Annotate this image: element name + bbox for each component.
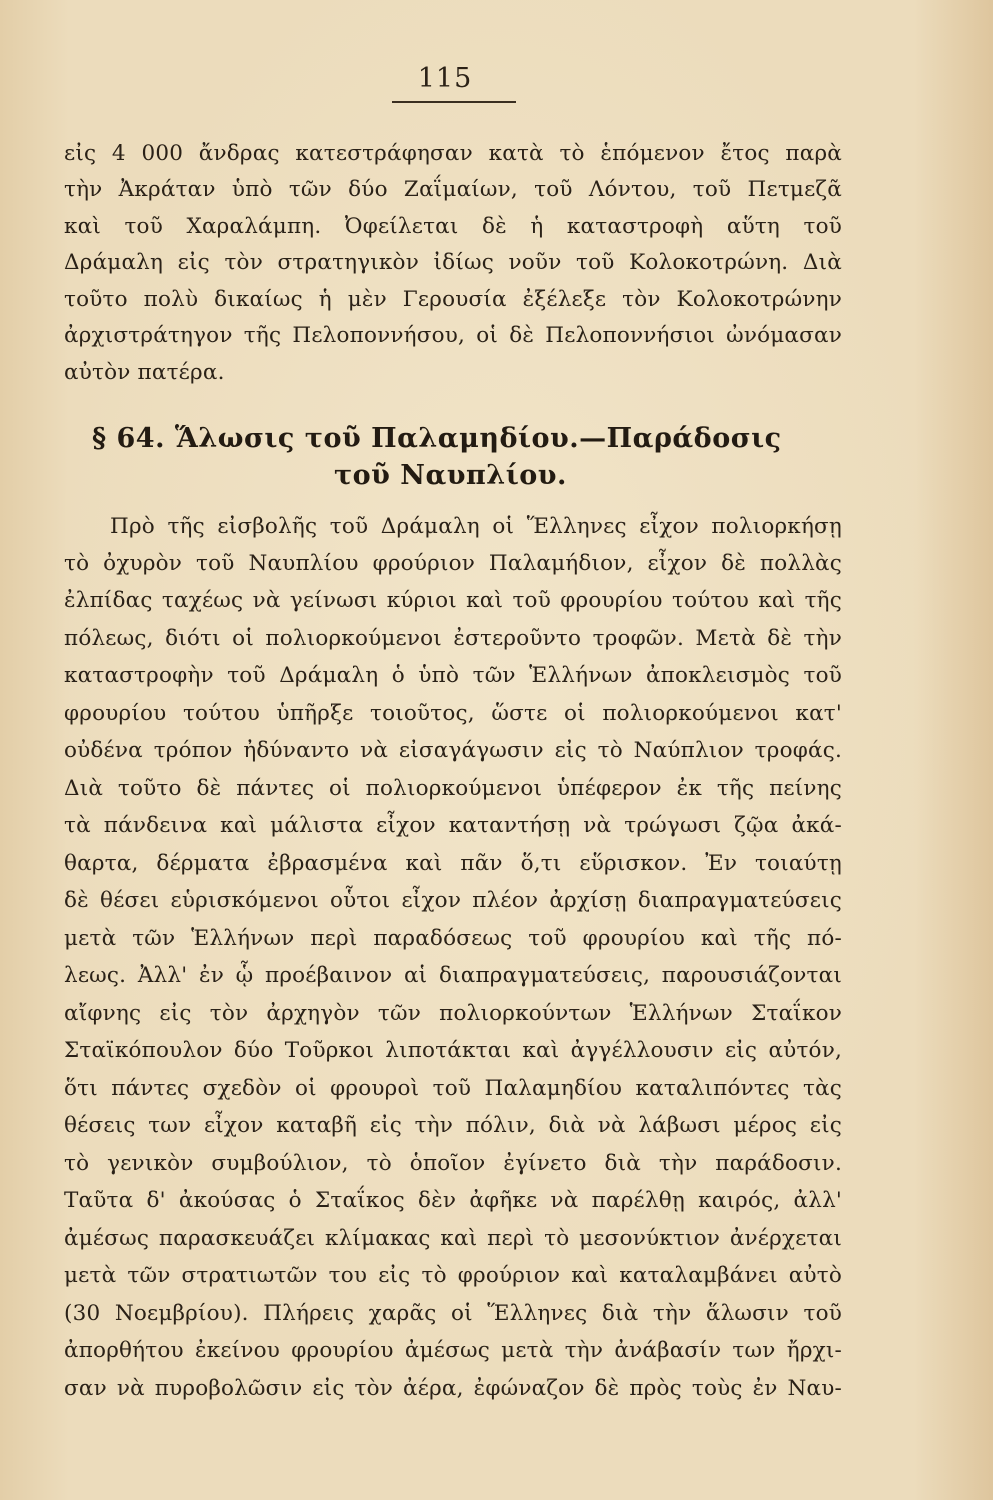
paragraph-line: αἴφνης εἰς τὸν ἀρχηγὸν τῶν πολιορκούντων Ἑλλήνων Σταΐκον bbox=[64, 1001, 842, 1026]
paragraph-line: καταστροφὴν τοῦ Δράμαλη ὁ ὑπὸ τῶν Ἑλλήνων ἀποκλεισμὸς τοῦ bbox=[64, 663, 842, 688]
paragraph-line: δὲ θέσει εὑρισκόμενοι οὗτοι εἶχον πλέον ἀρχίσῃ διαπραγματεύσεις bbox=[64, 888, 842, 913]
paragraph-line: ἐλπίδας ταχέως νὰ γείνωσι κύριοι καὶ τοῦ φρουρίου τούτου καὶ τῆς bbox=[64, 588, 842, 613]
paragraph-line: τὸ γενικὸν συμβούλιον, τὸ ὁποῖον ἐγίνετο διὰ τὴν παράδοσιν. bbox=[64, 1151, 842, 1176]
paragraph-line: ἀρχιστράτηγον τῆς Πελοποννήσου, οἱ δὲ Πελοποννήσιοι ὠνόμασαν bbox=[64, 323, 842, 348]
paragraph-line: τὰ πάνδεινα καὶ μάλιστα εἶχον καταντήσῃ νὰ τρώγωσι ζῷα ἀκά- bbox=[64, 813, 842, 838]
paragraph-line: λεως. Ἀλλ' ἐν ᾧ προέβαινον αἱ διαπραγματεύσεις, παρουσιάζονται bbox=[64, 963, 842, 988]
paragraph-line: πόλεως, διότι οἱ πολιορκούμενοι ἐστεροῦντο τροφῶν. Μετὰ δὲ τὴν bbox=[64, 626, 842, 651]
paragraph-line: θαρτα, δέρματα ἐβρασμένα καὶ πᾶν ὅ,τι εὕρισκον. Ἐν τοιαύτῃ bbox=[64, 851, 842, 876]
paragraph-line: ὅτι πάντες σχεδὸν οἱ φρουροὶ τοῦ Παλαμηδίου καταλιπόντες τὰς bbox=[64, 1076, 842, 1101]
paragraph-line: εἰς 4 000 ἄνδρας κατεστράφησαν κατὰ τὸ ἑπόμενον ἔτος παρὰ bbox=[64, 141, 842, 166]
paragraph-line: (30 Νοεμβρίου). Πλήρεις χαρᾶς οἱ Ἕλληνες διὰ τὴν ἅλωσιν τοῦ bbox=[64, 1301, 842, 1326]
paragraph-line: σαν νὰ πυροβολῶσιν εἰς τὸν ἀέρα, ἐφώναζον δὲ πρὸς τοὺς ἐν Ναυ- bbox=[64, 1376, 842, 1401]
paragraph-line: φρουρίου τούτου ὑπῆρξε τοιοῦτος, ὥστε οἱ πολιορκούμενοι κατ' bbox=[64, 701, 842, 726]
page-number: 115 bbox=[417, 63, 473, 94]
section-heading-line-2: τοῦ Ναυπλίου. bbox=[334, 460, 567, 491]
paragraph-line: θέσεις των εἶχον καταβῆ εἰς τὴν πόλιν, διὰ νὰ λάβωσι μέρος εἰς bbox=[64, 1113, 842, 1138]
paragraph-line: Διὰ τοῦτο δὲ πάντες οἱ πολιορκούμενοι ὑπέφερον ἐκ τῆς πείνης bbox=[64, 776, 842, 801]
paragraph-line: Σταϊκόπουλον δύο Τοῦρκοι λιποτάκται καὶ ἀγγέλλουσιν εἰς αὐτόν, bbox=[64, 1038, 842, 1063]
paragraph-line: οὐδένα τρόπον ἠδύναντο νὰ εἰσαγάγωσιν εἰς τὸ Ναύπλιον τροφάς. bbox=[64, 738, 842, 763]
paragraph-line: καὶ τοῦ Χαραλάμπη. Ὀφείλεται δὲ ἡ καταστροφὴ αὕτη τοῦ bbox=[64, 214, 842, 239]
paragraph-2 bbox=[64, 509, 842, 1409]
paragraph-line: τὸ ὀχυρὸν τοῦ Ναυπλίου φρούριον Παλαμήδιον, εἶχον δὲ πολλὰς bbox=[64, 551, 842, 576]
section-heading-line-1: § 64. Ἅλωσις τοῦ Παλαμηδίου.—Παράδοσις bbox=[92, 423, 782, 454]
paragraph-line: ἀπορθήτου ἐκείνου φρουρίου ἀμέσως μετὰ τὴν ἀνάβασίν των ἤρχι- bbox=[64, 1338, 842, 1363]
paragraph-line: μετὰ τῶν Ἑλλήνων περὶ παραδόσεως τοῦ φρουρίου καὶ τῆς πό- bbox=[64, 926, 842, 951]
paragraph-line: Πρὸ τῆς εἰσβολῆς τοῦ Δράμαλη οἱ Ἕλληνες εἶχον πολιορκήσῃ bbox=[110, 514, 842, 539]
paragraph-line: ἀμέσως παρασκευάζει κλίμακας καὶ περὶ τὸ μεσονύκτιον ἀνέρχεται bbox=[64, 1226, 842, 1251]
paragraph-line: μετὰ τῶν στρατιωτῶν του εἰς τὸ φρούριον καὶ καταλαμβάνει αὐτὸ bbox=[64, 1263, 842, 1288]
page-number-rule bbox=[392, 101, 516, 103]
paragraph-line: Δράμαλη εἰς τὸν στρατηγικὸν ἰδίως νοῦν τοῦ Κολοκοτρώνη. Διὰ bbox=[64, 250, 842, 275]
paragraph-line: τοῦτο πολὺ δικαίως ἡ μὲν Γερουσία ἐξέλεξε τὸν Κολοκοτρώνην bbox=[64, 287, 842, 312]
paragraph-1 bbox=[64, 136, 842, 396]
paragraph-line: Ταῦτα δ' ἀκούσας ὁ Σταΐκος δὲν ἀφῆκε νὰ παρέλθῃ καιρός, ἀλλ' bbox=[64, 1188, 842, 1213]
paragraph-line: τὴν Ἀκράταν ὑπὸ τῶν δύο Ζαΐμαίων, τοῦ Λόντου, τοῦ Πετμεζᾶ bbox=[64, 177, 842, 202]
paragraph-line: αὐτὸν πατέρα. bbox=[64, 360, 225, 385]
